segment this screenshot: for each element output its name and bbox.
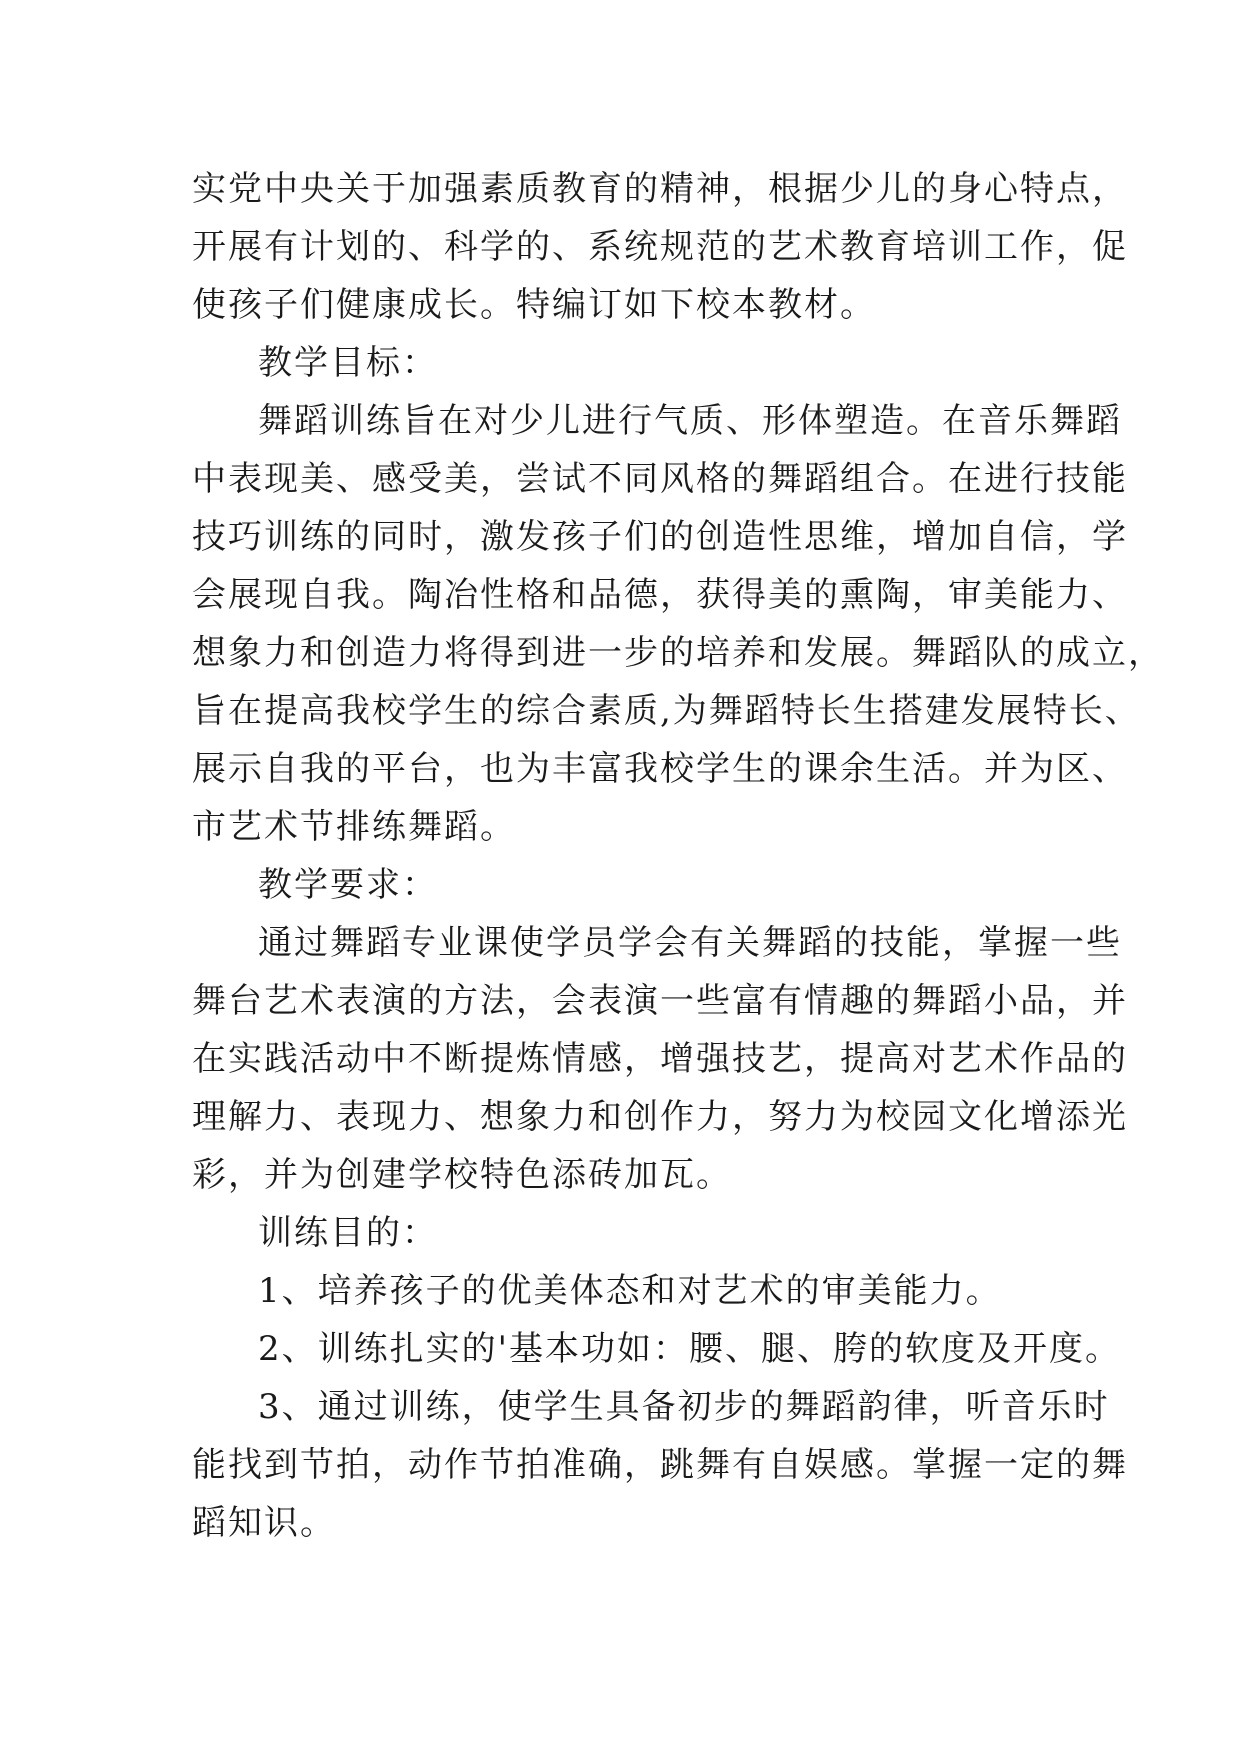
text-line: 训练目的： [258,1213,438,1253]
text-line: 1、培养孩子的优美体态和对艺术的审美能力。 [258,1271,1002,1311]
text-line: 中表现美、感受美，尝试不同风格的舞蹈组合。在进行技能 [192,459,1128,499]
text-line: 教学要求： [258,865,438,905]
text-line: 3、通过训练，使学生具备初步的舞蹈韵律，听音乐时 [258,1387,1110,1427]
text-line: 旨在提高我校学生的综合素质,为舞蹈特长生搭建发展特长、 [192,691,1141,731]
text-line: 市艺术节排练舞蹈。 [192,807,516,847]
text-line: 教学目标： [258,343,438,383]
text-line: 彩，并为创建学校特色添砖加瓦。 [192,1155,732,1195]
text-line: 想象力和创造力将得到进一步的培养和发展。舞蹈队的成立， [192,633,1164,673]
text-line: 蹈知识。 [192,1503,336,1543]
document-page [192,160,1164,1552]
text-line: 会展现自我。陶冶性格和品德，获得美的熏陶，审美能力、 [192,575,1128,615]
text-line: 在实践活动中不断提炼情感，增强技艺，提高对艺术作品的 [192,1039,1128,1079]
text-line: 实党中央关于加强素质教育的精神，根据少儿的身心特点， [192,169,1128,209]
text-line: 舞蹈训练旨在对少儿进行气质、形体塑造。在音乐舞蹈 [258,401,1122,441]
text-line: 开展有计划的、科学的、系统规范的艺术教育培训工作，促 [192,227,1128,267]
text-line: 展示自我的平台，也为丰富我校学生的课余生活。并为区、 [192,749,1128,789]
text-line: 技巧训练的同时，激发孩子们的创造性思维，增加自信，学 [192,517,1128,557]
text-line: 能找到节拍，动作节拍准确，跳舞有自娱感。掌握一定的舞 [192,1445,1128,1485]
text-line: 理解力、表现力、想象力和创作力，努力为校园文化增添光 [192,1097,1128,1137]
text-line: 2、训练扎实的'基本功如：腰、腿、胯的软度及开度。 [258,1329,1121,1369]
text-line: 舞台艺术表演的方法，会表演一些富有情趣的舞蹈小品，并 [192,981,1128,1021]
text-line: 通过舞蹈专业课使学员学会有关舞蹈的技能，掌握一些 [258,923,1122,963]
text-line: 使孩子们健康成长。特编订如下校本教材。 [192,285,876,325]
